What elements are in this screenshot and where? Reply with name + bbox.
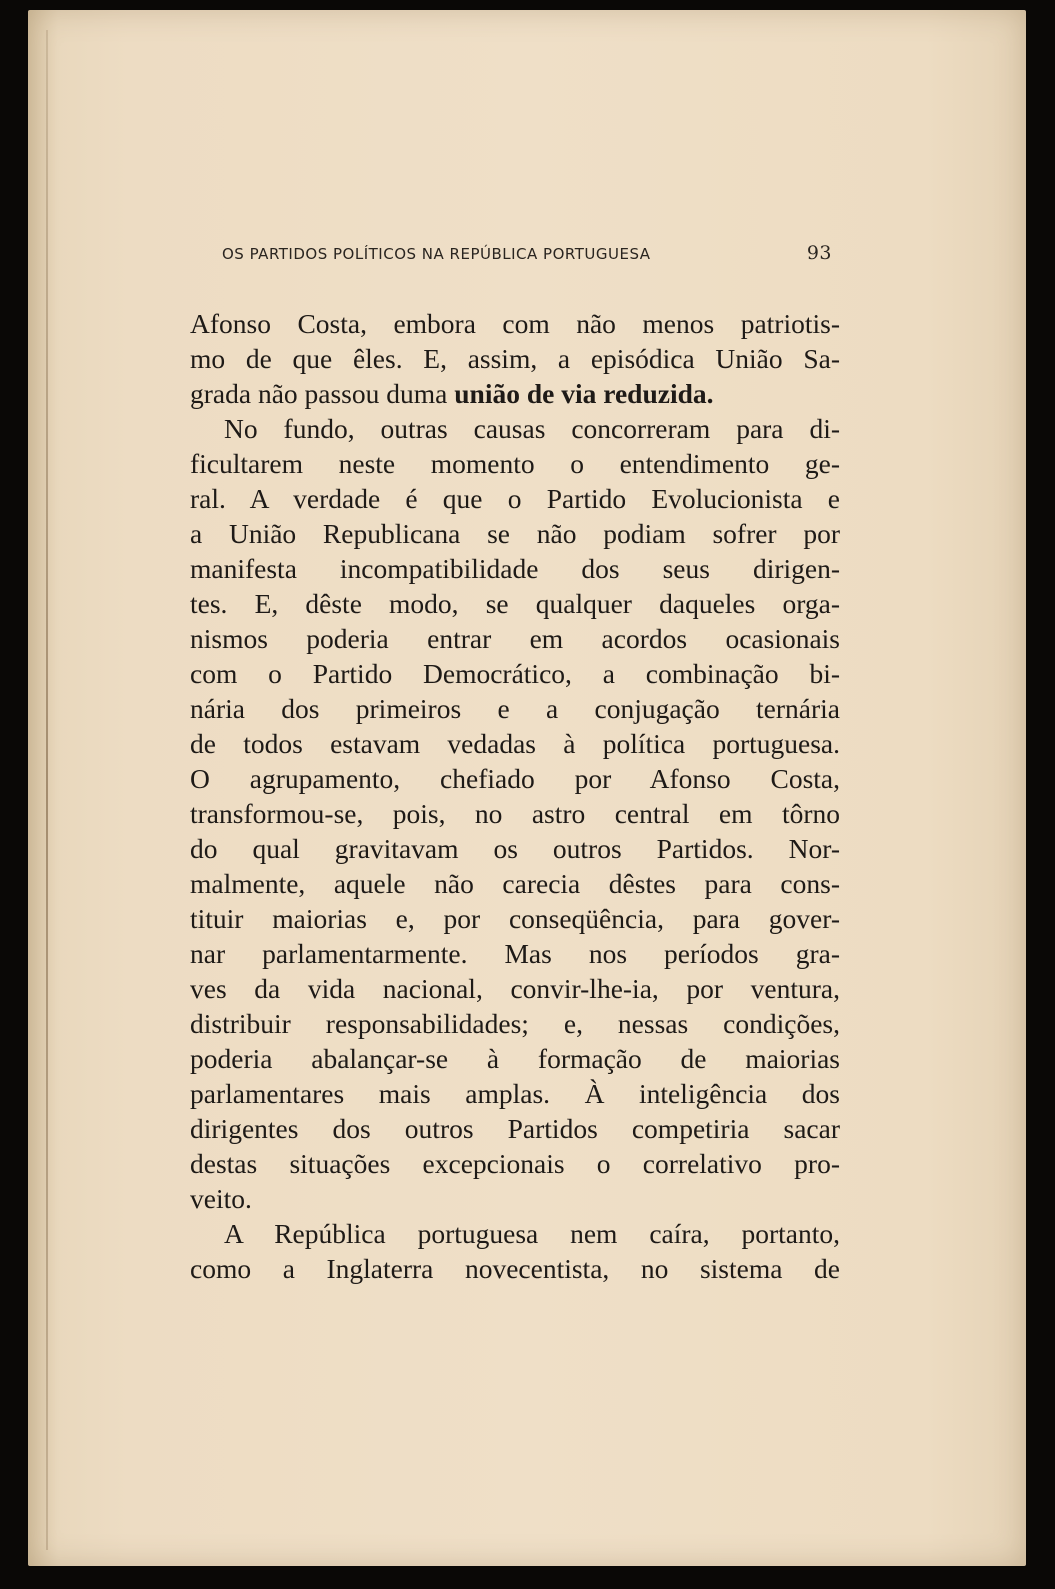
body-text xyxy=(190,306,840,1286)
text-line: ficultarem neste momento o entendimento ge- xyxy=(190,448,840,479)
text-line: nismos poderia entrar em acordos ocasionais xyxy=(190,623,840,654)
page-number: 93 xyxy=(806,242,832,264)
text-line: distribuir responsabilidades; e, nessas condições, xyxy=(190,1008,840,1039)
text-line: malmente, aquele não carecia dêstes para cons- xyxy=(190,868,840,899)
running-head-title: OS PARTIDOS POLÍTICOS NA REPÚBLICA PORTUGUESA xyxy=(222,245,651,263)
text-line: A República portuguesa nem caíra, portanto, xyxy=(224,1218,840,1249)
text-line: destas situações excepcionais o correlativo pro- xyxy=(190,1148,840,1179)
bold-phrase: união de via reduzida. xyxy=(454,378,714,409)
text-line: do qual gravitavam os outros Partidos. Nor- xyxy=(190,833,840,864)
text-line: nar parlamentarmente. Mas nos períodos gra- xyxy=(190,938,840,969)
page-gutter xyxy=(46,30,48,1550)
text-line: ves da vida nacional, convir-lhe-ia, por ventura, xyxy=(190,973,840,1004)
text-line: O agrupamento, chefiado por Afonso Costa, xyxy=(190,763,840,794)
text-line: veito. xyxy=(190,1183,252,1214)
text-line xyxy=(190,376,840,411)
running-head xyxy=(222,242,832,268)
text-line: tituir maiorias e, por conseqüência, para gover- xyxy=(190,903,840,934)
text-line: ral. A verdade é que o Partido Evolucionista e xyxy=(190,483,840,514)
text-line: Afonso Costa, embora com não menos patriotis- xyxy=(190,308,840,339)
text-line: a União Republicana se não podiam sofrer por xyxy=(190,518,840,549)
text-line: transformou-se, pois, no astro central em tôrno xyxy=(190,798,840,829)
text-line: de todos estavam vedadas à política portuguesa. xyxy=(190,728,840,759)
text-line: No fundo, outras causas concorreram para di- xyxy=(224,413,840,444)
text-line: nária dos primeiros e a conjugação ternária xyxy=(190,693,840,724)
text-line: com o Partido Democrático, a combinação bi- xyxy=(190,658,840,689)
text-line: parlamentares mais amplas. À inteligência dos xyxy=(190,1078,840,1109)
text-line: tes. E, dêste modo, se qualquer daqueles orga- xyxy=(190,588,840,619)
text-line: dirigentes dos outros Partidos competiria sacar xyxy=(190,1113,840,1144)
text-line-segment: grada não passou duma xyxy=(190,378,455,409)
text-line: como a Inglaterra novecentista, no sistema de xyxy=(190,1253,840,1284)
text-line: manifesta incompatibilidade dos seus dirigen- xyxy=(190,553,840,584)
text-line: poderia abalançar-se à formação de maiorias xyxy=(190,1043,840,1074)
text-line: mo de que êles. E, assim, a episódica União Sa- xyxy=(190,343,840,374)
